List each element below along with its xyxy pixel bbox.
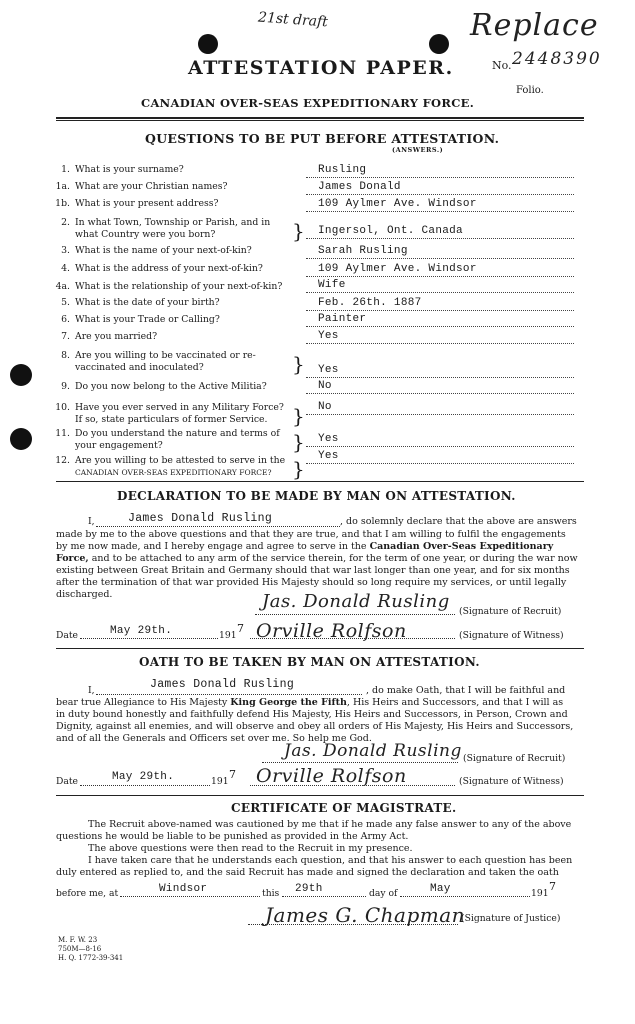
answer-value: James Donald <box>318 181 401 193</box>
oath-heading: OATH TO BE TAKEN BY MAN ON ATTESTATION. <box>139 655 480 669</box>
rule-declaration-end <box>56 648 584 649</box>
questions-heading: QUESTIONS TO BE PUT BEFORE ATTESTATION. <box>145 131 500 146</box>
declaration-i-label: I, <box>88 516 95 527</box>
declaration-name: James Donald Rusling <box>128 512 273 525</box>
question-text: What is your Trade or Calling? <box>75 314 220 325</box>
answer-value: Yes <box>318 330 339 342</box>
rule-questions-end <box>56 481 584 482</box>
question-text: Do you understand the nature and terms of <box>75 428 280 439</box>
declaration-recruit-line <box>255 614 455 615</box>
certificate-year-suffix: 7 <box>549 880 556 893</box>
answer-value: Rusling <box>318 164 367 176</box>
answer-value: 109 Aylmer Ave. Windsor <box>318 198 477 210</box>
paragraph-line: The above questions were then read to the Recruit in my presence. <box>88 843 413 854</box>
question-text: Are you willing to be vaccinated or re- <box>75 350 256 361</box>
question-text: vaccinated and inoculated? <box>75 362 204 373</box>
form-code-1: M. F. W. 23 <box>58 936 98 944</box>
question-number: 4a. <box>55 281 70 292</box>
certificate-heading: CERTIFICATE OF MAGISTRATE. <box>231 801 457 815</box>
oath-year-suffix: 7 <box>229 768 236 781</box>
oath-recruit-sig-label: (Signature of Recruit) <box>463 753 566 764</box>
declaration-witness-signature: Orville Rolfson <box>256 620 407 642</box>
paragraph-line: , do make Oath, that I will be faithful and <box>366 685 566 696</box>
declaration-date-line <box>80 638 218 639</box>
paragraph-line: and of all the Generals and Officers set over me. So help me God. <box>56 733 372 744</box>
justice-sig-label: (Signature of Justice) <box>461 913 561 924</box>
answer-value: Yes <box>318 364 339 376</box>
question-text: Do you now belong to the Active Militia? <box>75 381 267 392</box>
justice-signature: James G. Chapman <box>265 903 466 927</box>
oath-name-line <box>96 694 362 695</box>
question-text: What is the address of your next-of-kin? <box>75 263 263 274</box>
answer-value: Painter <box>318 313 367 325</box>
question-brace: } <box>292 430 305 454</box>
paragraph-line: made by me to the above questions and that they are true, and that I am willing to fulfil the engagements <box>56 529 566 540</box>
declaration-recruit-sig-label: (Signature of Recruit) <box>459 606 562 617</box>
question-brace: } <box>292 352 305 376</box>
question-text: What is the relationship of your next-of-kin? <box>75 281 283 292</box>
justice-signature-line <box>248 924 458 925</box>
certificate-place-line <box>120 896 260 897</box>
question-number: 10. <box>55 402 70 413</box>
question-text: If so, state particulars of former Service. <box>75 414 268 425</box>
answer-line <box>306 276 574 277</box>
punch-hole-top-left <box>198 34 218 54</box>
question-number: 6. <box>61 314 70 325</box>
question-text: What is the name of your next-of-kin? <box>75 245 252 256</box>
certificate-day-line <box>282 896 366 897</box>
declaration-date-label: Date <box>56 630 78 641</box>
paragraph-line: The Recruit above-named was cautioned by me that if he made any false answer to any of the above <box>88 819 572 830</box>
paragraph-line: I have taken care that he understands each question, and that his answer to each question has been <box>88 855 573 866</box>
question-number: 2. <box>61 217 70 228</box>
number-value: 2448390 <box>512 49 602 69</box>
declaration-year-suffix: 7 <box>237 622 244 635</box>
oath-date-value: May 29th. <box>112 771 175 783</box>
answer-line <box>306 211 574 212</box>
paragraph-line: existing between Great Britain and Germany should that war last longer than one year, and for six months <box>56 565 570 576</box>
question-text: Are you married? <box>75 331 158 342</box>
paragraph-line: after the termination of that war provided His Majesty should so long require my services, or until legally <box>56 577 567 588</box>
question-number: 5. <box>61 297 70 308</box>
rule-top-1 <box>56 117 584 119</box>
question-text: What is your surname? <box>75 164 184 175</box>
paragraph-line: discharged. <box>56 589 113 600</box>
declaration-name-line <box>96 526 340 527</box>
paragraph-line: duly entered as replied to, and the said Recruit has made and signed the declaration and taken the oath <box>56 867 559 878</box>
question-text: what Country were you born? <box>75 229 216 240</box>
question-text: In what Town, Township or Parish, and in <box>75 217 271 228</box>
answer-line <box>306 326 574 327</box>
rule-top-2 <box>56 120 584 121</box>
declaration-witness-sig-label: (Signature of Witness) <box>459 630 564 641</box>
question-number: 7. <box>61 331 70 342</box>
answer-line <box>306 258 574 259</box>
question-number: 8. <box>61 350 70 361</box>
answer-line <box>306 414 574 415</box>
question-number: 1a. <box>55 181 70 192</box>
handwritten-note-top: 21st draft <box>257 9 329 31</box>
certificate-this-label: this <box>262 888 280 899</box>
question-number: 12. <box>55 455 70 466</box>
answer-value: Yes <box>318 433 339 445</box>
paragraph-line: , do solemnly declare that the above are answers <box>340 516 577 527</box>
oath-name: James Donald Rusling <box>150 678 295 691</box>
answer-value: Feb. 26th. 1887 <box>318 297 422 309</box>
oath-recruit-signature: Jas. Donald Rusling <box>284 741 462 761</box>
paragraph-line: by me now made, and I hereby engage and agree to serve in the Canadian Over-Seas Expeditionary <box>56 541 554 552</box>
number-label: No. <box>492 59 512 72</box>
answer-value: Wife <box>318 279 346 291</box>
oath-date-line <box>80 785 210 786</box>
declaration-recruit-signature: Jas. Donald Rusling <box>262 591 450 612</box>
folio-label: Folio. <box>516 85 544 96</box>
question-number: 9. <box>61 381 70 392</box>
page-subtitle: CANADIAN OVER-SEAS EXPEDITIONARY FORCE. <box>141 96 475 110</box>
paragraph-line: bear true Allegiance to His Majesty King George the Fifth, His Heirs and Successors, and that I will as <box>56 697 564 708</box>
question-text: your engagement? <box>75 440 163 451</box>
question-text: What is your present address? <box>75 198 219 209</box>
answer-value: No <box>318 401 332 413</box>
answer-line <box>306 310 574 311</box>
answer-value: No <box>318 380 332 392</box>
oath-witness-sig-label: (Signature of Witness) <box>459 776 564 787</box>
oath-date-label: Date <box>56 776 78 787</box>
answer-line <box>306 238 574 239</box>
oath-witness-line <box>250 785 455 786</box>
answer-line <box>306 377 574 378</box>
question-number: 11. <box>55 428 70 439</box>
answer-line <box>306 292 574 293</box>
question-text: What are your Christian names? <box>75 181 228 192</box>
oath-witness-signature: Orville Rolfson <box>256 765 407 787</box>
certificate-day-of-label: day of <box>369 888 398 899</box>
question-text: What is the date of your birth? <box>75 297 220 308</box>
question-brace: } <box>292 404 305 428</box>
question-text: Have you ever served in any Military Force? <box>75 402 284 413</box>
paragraph-line: questions he would be liable to be punished as provided in the Army Act. <box>56 831 409 842</box>
question-number: 3. <box>61 245 70 256</box>
answer-line <box>306 463 574 464</box>
answer-line <box>306 446 574 447</box>
question-brace: } <box>292 457 305 481</box>
oath-recruit-line <box>262 762 458 763</box>
form-code-3: H. Q. 1772-39-341 <box>58 954 124 962</box>
declaration-date-value: May 29th. <box>110 625 173 637</box>
answer-line <box>306 393 574 394</box>
punch-hole-mid-lower <box>10 428 32 450</box>
declaration-heading: DECLARATION TO BE MADE BY MAN ON ATTESTATION. <box>117 489 516 503</box>
answer-line <box>306 343 574 344</box>
answer-value: Ingersol, Ont. Canada <box>318 225 463 237</box>
question-brace: } <box>292 219 305 243</box>
paragraph-line: in duty bound honestly and faithfully defend His Majesty, His Heirs and Successors, in Person, Crown and <box>56 709 568 720</box>
answer-value: 109 Aylmer Ave. Windsor <box>318 263 477 275</box>
certificate-month-line <box>400 896 530 897</box>
oath-i-label: I, <box>88 685 95 696</box>
certificate-month-value: May <box>430 883 451 895</box>
declaration-witness-line <box>250 638 455 639</box>
answer-line <box>306 177 574 178</box>
question-number: 1b. <box>55 198 70 209</box>
declaration-year-prefix: 191 <box>219 630 237 641</box>
certificate-place: Windsor <box>159 883 208 895</box>
answer-line <box>306 194 574 195</box>
certificate-before-label: before me, at <box>56 888 119 899</box>
certificate-day-value: 29th <box>295 883 323 895</box>
handwritten-note-right: Replace <box>470 8 599 43</box>
certificate-year-prefix: 191 <box>531 888 549 899</box>
question-text: Are you willing to be attested to serve in the <box>75 455 286 466</box>
answer-value: Sarah Rusling <box>318 245 408 257</box>
question-text: CANADIAN OVER-SEAS EXPEDITIONARY FORCE? <box>75 468 272 477</box>
paragraph-line: Force, and to be attached to any arm of the service therein, for the term of one year, or during the war now <box>56 553 578 564</box>
answers-label: (ANSWERS.) <box>392 146 444 154</box>
oath-year-prefix: 191 <box>211 776 229 787</box>
punch-hole-mid-upper <box>10 364 32 386</box>
form-code-2: 750M—8-16 <box>58 945 102 953</box>
punch-hole-top-right <box>429 34 449 54</box>
question-number: 1. <box>61 164 70 175</box>
page-title: ATTESTATION PAPER. <box>188 57 454 79</box>
answer-value: Yes <box>318 450 339 462</box>
question-number: 4. <box>61 263 70 274</box>
rule-oath-end <box>56 795 584 796</box>
paragraph-line: Dignity, against all enemies, and will observe and obey all orders of His Majesty, His Heirs and Successors, <box>56 721 574 732</box>
